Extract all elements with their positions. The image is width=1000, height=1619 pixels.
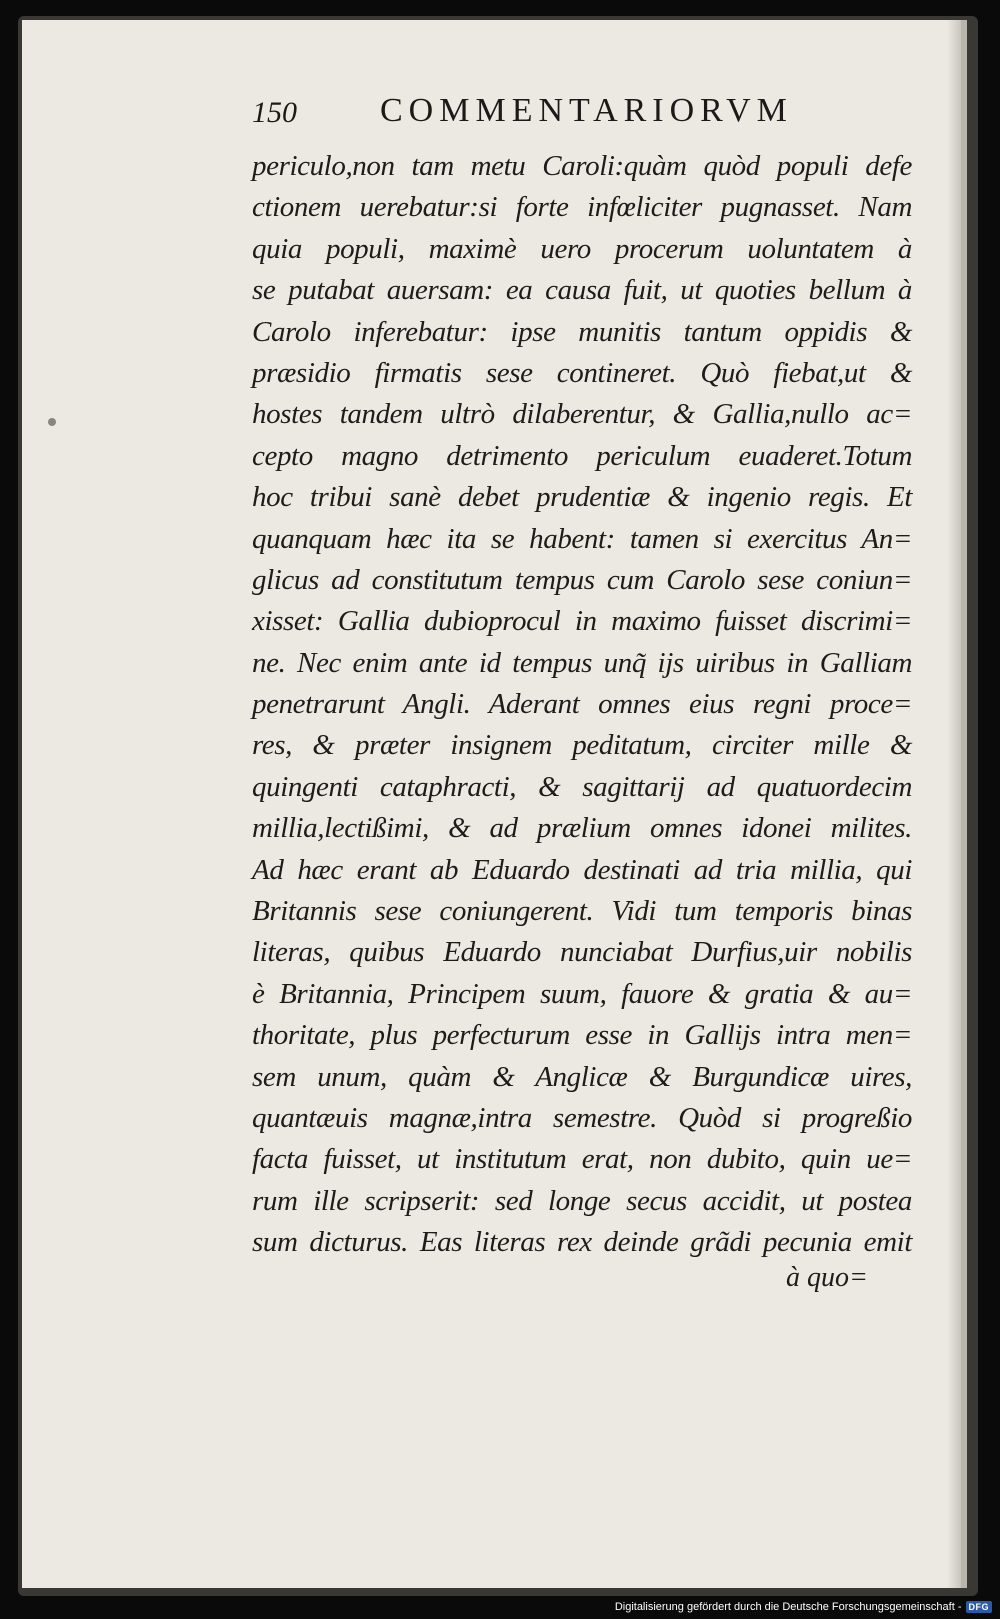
text-line: res, & præter insignem peditatum, circiter mille & (252, 729, 912, 762)
text-line: glicus ad constitutum tempus cum Carolo sese coniun= (252, 563, 912, 596)
body-text (252, 146, 912, 1264)
page-number: 150 (252, 96, 297, 129)
text-line: ne. Nec enim ante id tempus unq̃ ijs uiribus in Galliam (252, 646, 912, 679)
digitization-credit (615, 1599, 992, 1615)
text-line: quantæuis magnæ,intra semestre. Quòd si progreßio (252, 1101, 912, 1134)
text-line: thoritate, plus perfecturum esse in Gallijs intra men= (252, 1019, 912, 1052)
text-line: hoc tribui sanè debet prudentiæ & ingenio regis. Et (252, 481, 912, 514)
running-head (252, 92, 852, 136)
text-line: è Britannia, Principem suum, fauore & gratia & au= (252, 977, 912, 1010)
text-line: penetrarunt Angli. Aderant omnes eius regni proce= (252, 688, 912, 721)
text-line: sum dicturus. Eas literas rex deinde grãdi pecunia emit (252, 1226, 912, 1259)
dfg-logo: DFG (966, 1601, 993, 1613)
text-line: quanquam hæc ita se habent: tamen si exercitus An= (252, 522, 912, 555)
text-line: quingenti cataphracti, & sagittarij ad quatuordecim (252, 770, 912, 803)
credit-text: Digitalisierung gefördert durch die Deutsche Forschungsgemeinschaft - (614, 1601, 962, 1613)
margin-mark (48, 418, 56, 426)
page-gutter-edge (947, 20, 961, 1588)
text-line: Ad hæc erant ab Eduardo destinati ad tria millia, qui (252, 853, 912, 886)
text-line: hostes tandem ultrò dilaberentur, & Gallia,nullo ac= (252, 398, 912, 431)
catchword: à quo= (786, 1262, 868, 1293)
text-line: Britannis sese coniungerent. Vidi tum temporis binas (252, 895, 912, 928)
text-line: cepto magno detrimento periculum euaderet.Totum (252, 439, 912, 472)
text-line: literas, quibus Eduardo nunciabat Durfius,uir nobilis (252, 936, 912, 969)
text-line: rum ille scripserit: sed longe secus accidit, ut postea (252, 1184, 912, 1217)
text-line: periculo,non tam metu Caroli:quàm quòd populi defe (252, 150, 912, 182)
text-line: quia populi, maximè uero procerum uoluntatem à (252, 232, 912, 265)
text-line: millia,lectißimi, & ad prælium omnes idonei milites. (252, 812, 912, 845)
text-line: præsidio firmatis sese contineret. Quò fiebat,ut & (252, 356, 912, 389)
text-line: facta fuisset, ut institutum erat, non dubito, quin ue= (252, 1143, 912, 1176)
text-line: se putabat auersam: ea causa fuit, ut quoties bellum à (252, 274, 912, 307)
text-line: sem unum, quàm & Anglicæ & Burgundicæ uires, (252, 1060, 912, 1093)
running-title: COMMENTARIORVM (380, 92, 793, 129)
text-line: Carolo inferebatur: ipse munitis tantum oppidis & (252, 315, 912, 348)
text-line: ctionem uerebatur:si forte infœliciter pugnasset. Nam (252, 191, 912, 224)
text-line: xisset: Gallia dubioprocul in maximo fuisset discrimi= (252, 605, 912, 638)
